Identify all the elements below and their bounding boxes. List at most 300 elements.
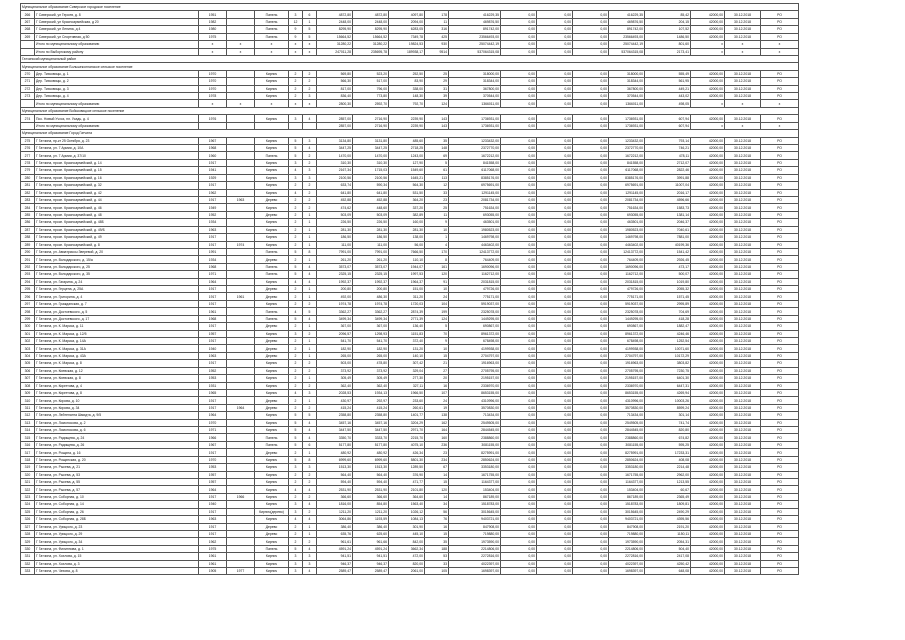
table-cell: 17233,31 [645, 449, 691, 456]
table-cell: 309 [21, 389, 35, 396]
table-cell: Кирпич [255, 189, 289, 196]
table-cell: 42000,00 [691, 11, 725, 18]
table-cell: РО [761, 145, 799, 152]
table-cell: 4250,42 [645, 560, 691, 567]
table-cell: 5 [289, 145, 303, 152]
table-cell: Г Гатчина, ул. Киевская, д. 8 [35, 375, 199, 382]
table-cell: 8295,90 [317, 26, 353, 33]
table-cell: 310,30 [353, 159, 389, 166]
table-cell: 0,00 [537, 441, 573, 448]
section-heading-row [21, 63, 905, 70]
table-cell: 4 [303, 263, 317, 270]
table-cell: 842,00 [389, 538, 425, 545]
table-cell: 0,00 [537, 122, 573, 129]
table-cell: 29 [425, 78, 449, 85]
table-cell: 0,00 [573, 122, 609, 129]
table-cell: Г Гатчина, ул. Урицкого, д. 23 [35, 523, 199, 530]
table-cell: 891742,00 [449, 26, 501, 33]
table-cell: 0,00 [573, 286, 609, 293]
table-cell: 0,00 [573, 486, 609, 493]
table-cell: 0,00 [573, 241, 609, 248]
table-cell: 7991,00 [353, 248, 389, 255]
table-cell: 4310996,00 [609, 397, 645, 404]
table-cell: 1974 [227, 241, 255, 248]
table-cell: 1 [303, 397, 317, 404]
table-cell: 30.12.2018 [725, 182, 761, 189]
table-cell: 5 [289, 315, 303, 322]
table-cell: 30.12.2018 [725, 501, 761, 508]
table-cell: 3573,07 [353, 263, 389, 270]
table-cell: 6117068,00 [609, 167, 645, 174]
table-cell: РО [761, 78, 799, 85]
table-cell: 0,00 [573, 256, 609, 263]
table-cell: 1211,20 [317, 508, 353, 515]
table-cell: 30.12.2018 [725, 234, 761, 241]
table-cell: 19 [425, 404, 449, 411]
table-cell: 8599,24 [645, 404, 691, 411]
table-cell: 0,00 [537, 315, 573, 322]
table-cell: 294 [21, 278, 35, 285]
table-cell: 0,00 [573, 330, 609, 337]
table-cell: Г Гатчина, ул. Киргетова, д. 4 [35, 382, 199, 389]
table-cell: Дерево [255, 337, 289, 344]
table-cell: Дерево [255, 523, 289, 530]
table-cell: 30.12.2018 [725, 538, 761, 545]
table-cell: 1 [303, 293, 317, 300]
table-cell: 418,28 [645, 315, 691, 322]
table-cell: 111,00 [353, 241, 389, 248]
table-cell: 2995,89 [645, 300, 691, 307]
table-cell: 30.12.2018 [725, 300, 761, 307]
table-cell: 143 [425, 115, 449, 122]
table-cell: 0,00 [501, 256, 537, 263]
table-cell: 3 [303, 167, 317, 174]
table-cell [227, 70, 255, 77]
table-cell: 30.12.2018 [725, 18, 761, 25]
table-cell: 3353180,00 [449, 464, 501, 471]
table-cell: РО [761, 234, 799, 241]
table-row [21, 479, 905, 486]
table-cell: 285 [21, 211, 35, 218]
table-cell: 160,00 [389, 219, 425, 226]
table-cell: 1917 [199, 530, 227, 537]
table-cell: 1951 [199, 11, 227, 18]
table-cell: 561,95 [645, 78, 691, 85]
table-cell: x [303, 100, 317, 107]
table-cell: 311,20 [389, 293, 425, 300]
table-cell: Г Гатчина, ул. Киевская, д. 12 [35, 367, 199, 374]
table-cell: 1193,59 [353, 516, 389, 523]
table-cell: Г Гатчина, ул. Кирова, д. 34 [35, 404, 199, 411]
table-cell: 367800,00 [449, 85, 501, 92]
section-heading-row [21, 130, 905, 137]
table-cell: РО [761, 523, 799, 530]
table-cell: РО [761, 196, 799, 203]
table-cell [227, 449, 255, 456]
table-cell: 30.12.2018 [725, 545, 761, 552]
table-cell: 42000,00 [691, 85, 725, 92]
table-cell: 323 [21, 493, 35, 500]
table-cell: 362,40 [353, 382, 389, 389]
table-cell: 503,00 [317, 360, 353, 367]
table-cell: 4 [303, 434, 317, 441]
table-cell: 713434,00 [609, 412, 645, 419]
table-row [21, 248, 905, 255]
table-cell: Г Гатчина, ул. Авиатриссы Зверевой, д. 20 [35, 248, 199, 255]
table-cell: 0,00 [537, 159, 573, 166]
table-cell: 4 [425, 241, 449, 248]
table-cell: 0,00 [573, 182, 609, 189]
table-cell: 235695,78 [353, 48, 389, 55]
table-cell: 2325,15 [353, 271, 389, 278]
table-cell: 76 [425, 516, 449, 523]
table-cell: 9 [289, 26, 303, 33]
table-cell: x [761, 41, 799, 48]
table-cell: 1 [303, 337, 317, 344]
table-cell: РО [761, 382, 799, 389]
table-cell: 0,00 [501, 11, 537, 18]
table-cell: Кирпич [255, 204, 289, 211]
table-cell: РО [761, 493, 799, 500]
table-cell: 30.12.2018 [725, 449, 761, 456]
table-cell: 4872,80 [353, 11, 389, 18]
table-cell: 30.12.2018 [725, 174, 761, 181]
table-cell: 266 [21, 11, 35, 18]
table-cell: 1964 [199, 412, 227, 419]
table-cell: Г Гатчина, ул. Достоевского, д. 17 [35, 315, 199, 322]
table-cell: 30.12.2018 [725, 404, 761, 411]
table-cell: 0,00 [501, 545, 537, 552]
table-cell: 4 [303, 419, 317, 426]
table-cell: 8 [425, 256, 449, 263]
table-cell: 42000,00 [691, 159, 725, 166]
table-cell: 2 [289, 538, 303, 545]
table-cell: 42000,00 [691, 367, 725, 374]
table-cell: Дерево [255, 196, 289, 203]
table-cell: РО [761, 464, 799, 471]
table-cell: 0,00 [537, 538, 573, 545]
table-cell: 0,00 [501, 152, 537, 159]
table-cell: 0,00 [537, 152, 573, 159]
table-cell: 316 [21, 441, 35, 448]
table-cell: 1968 [199, 315, 227, 322]
table-cell: 1 [303, 219, 317, 226]
table-cell: 6975691,00 [609, 182, 645, 189]
table-cell: 2 [303, 85, 317, 92]
table-cell: 8385176,00 [609, 174, 645, 181]
table-cell: 1366011,00 [609, 100, 645, 107]
table-cell: 2388860,00 [449, 434, 501, 441]
table-cell: Панель [255, 152, 289, 159]
table-cell: 0,00 [537, 337, 573, 344]
table-cell: 6283,05 [389, 26, 425, 33]
table-cell: РО [761, 211, 799, 218]
table-cell: 120 [425, 271, 449, 278]
table-cell [227, 523, 255, 530]
table-row [21, 501, 905, 508]
table-cell: 7040,61 [645, 226, 691, 233]
table-cell: РО [761, 263, 799, 270]
table-cell: 5 [303, 26, 317, 33]
table-cell: 3991,88 [645, 174, 691, 181]
table-cell: РО [761, 300, 799, 307]
table-cell: 2874,39 [389, 308, 425, 315]
table-cell [227, 345, 255, 352]
table-cell: 5801,30 [389, 456, 425, 463]
table-cell: 0,00 [573, 523, 609, 530]
table-cell: 5 [289, 545, 303, 552]
table-cell: 373,92 [353, 367, 389, 374]
table-cell: 4246,46 [645, 330, 691, 337]
table-cell: 0,00 [573, 560, 609, 567]
table-cell: 0,00 [537, 449, 573, 456]
table-cell: 1917 [199, 493, 227, 500]
table-row [21, 115, 905, 122]
table-cell: 42000,00 [691, 278, 725, 285]
table-cell: 283 [21, 196, 35, 203]
table-cell: 2081734,00 [609, 196, 645, 203]
table-cell: 1953 [199, 375, 227, 382]
table-cell: 42000,00 [691, 330, 725, 337]
table-cell: 0,00 [537, 271, 573, 278]
table-cell: 304 [21, 352, 35, 359]
table-cell [227, 278, 255, 285]
table-cell: 0,00 [537, 278, 573, 285]
table-cell: 30.12.2018 [725, 352, 761, 359]
table-cell: 1961 [199, 553, 227, 560]
table-cell: 0,00 [573, 389, 609, 396]
table-cell: 1019,80 [645, 278, 691, 285]
table-cell: Г Гатчина, просп. Красноармейский, д. 8 [35, 241, 199, 248]
table-cell: РО [761, 501, 799, 508]
table-cell: 0,00 [537, 115, 573, 122]
table-row [21, 486, 905, 493]
table-cell: 278 [21, 159, 35, 166]
table-cell: 1513,30 [353, 464, 389, 471]
table-cell: Дерево [255, 293, 289, 300]
table-cell: 2 [289, 286, 303, 293]
table-cell: 30.12.2018 [725, 367, 761, 374]
table-cell: Г Сиверский, ул Ленина, д 4 [35, 26, 199, 33]
table-cell: 2055,32 [645, 286, 691, 293]
table-cell: 0,00 [537, 174, 573, 181]
table-cell: 0,00 [573, 471, 609, 478]
table-row [21, 85, 905, 92]
table-cell: 281,30 [317, 226, 353, 233]
table-cell: 21 [425, 360, 449, 367]
table-cell: 7349,78 [389, 33, 425, 40]
table-cell: 0,00 [501, 33, 537, 40]
table-cell: Дерево [255, 352, 289, 359]
table-row [21, 404, 905, 411]
table-cell: 607,94 [645, 122, 691, 129]
table-cell: 200,80 [353, 286, 389, 293]
section-heading-row [21, 55, 905, 62]
table-cell: 267 [21, 18, 35, 25]
table-cell: 311 [21, 404, 35, 411]
table-cell: 2173,41 [645, 48, 691, 55]
table-cell: 3 [289, 560, 303, 567]
table-cell: 30.12.2018 [725, 93, 761, 100]
table-cell [227, 434, 255, 441]
table-cell: 0,00 [501, 167, 537, 174]
table-cell: 0,00 [573, 248, 609, 255]
table-cell: 0,00 [537, 352, 573, 359]
table-cell: Г Сиверский, ул Красноармейская, д 20 [35, 18, 199, 25]
table-cell: Г Гатчина, ул. Рысева, д. 57 [35, 486, 199, 493]
table-cell: 820,80 [645, 427, 691, 434]
table-cell: 60,67 [645, 486, 691, 493]
table-cell: 30.12.2018 [725, 204, 761, 211]
table-cell: 293 [21, 271, 35, 278]
table-cell: 1571,45 [645, 293, 691, 300]
table-cell: 486,30 [353, 293, 389, 300]
table-cell: 719880,00 [609, 530, 645, 537]
table-cell: 817,00 [317, 85, 353, 92]
table-cell: 0,00 [537, 226, 573, 233]
table-cell: Кирпич [255, 493, 289, 500]
table-cell: 0,00 [537, 100, 573, 107]
table-cell [227, 300, 255, 307]
table-cell: 4097,80 [389, 11, 425, 18]
table-cell: РО [761, 219, 799, 226]
table-cell: Панель [255, 248, 289, 255]
table-cell: 4 [289, 516, 303, 523]
table-cell: 30.12.2018 [725, 145, 761, 152]
table-cell: 1470,00 [353, 152, 389, 159]
table-cell: РО [761, 538, 799, 545]
table-cell: 1934 [199, 256, 227, 263]
table-cell: 40199,36 [645, 241, 691, 248]
table-cell: 91 [425, 278, 449, 285]
table-cell: x [691, 122, 725, 129]
table-cell: 8 [303, 456, 317, 463]
table-cell: 204,15 [645, 18, 691, 25]
table-cell: 136,40 [389, 323, 425, 330]
table-cell: 1549,60 [389, 167, 425, 174]
table-cell: Кирпич [255, 278, 289, 285]
table-cell: Кирпич [255, 538, 289, 545]
table-cell [227, 174, 255, 181]
table-cell: 4269,94 [645, 389, 691, 396]
table-cell: 4 [289, 167, 303, 174]
table-cell: 318000,00 [609, 70, 645, 77]
table-cell: 0,00 [573, 26, 609, 33]
table-cell: 111,00 [317, 241, 353, 248]
table-cell: 0,00 [501, 501, 537, 508]
table-cell: 301 [21, 330, 35, 337]
table-cell [227, 122, 255, 129]
table-cell: 236 [425, 441, 449, 448]
table-cell: 1934,13 [353, 389, 389, 396]
table-cell: 0,00 [573, 18, 609, 25]
table-cell: 5 [289, 456, 303, 463]
table-cell: 4 [303, 115, 317, 122]
table-cell: 189938,17 [389, 48, 425, 55]
table-cell: 2215,70 [389, 434, 425, 441]
table-cell: 30.12.2018 [725, 152, 761, 159]
total-row [21, 100, 905, 107]
table-cell: 290 [21, 248, 35, 255]
table-cell: 318344,00 [449, 78, 501, 85]
table-cell: 274 [21, 115, 35, 122]
table-cell: 291 [21, 256, 35, 263]
table-cell: 2 [303, 538, 317, 545]
table-cell: 318 [21, 456, 35, 463]
table-cell: Итого по муниципальному образованию [35, 100, 199, 107]
table-cell: 1 [303, 449, 317, 456]
table-cell: 1672212,00 [449, 152, 501, 159]
table-cell: 30.12.2018 [725, 330, 761, 337]
table-cell: 478,80 [353, 360, 389, 367]
table-cell: 1968 [199, 263, 227, 270]
table-cell: РО [761, 375, 799, 382]
table-cell: Кирпич [255, 70, 289, 77]
table-row [21, 293, 905, 300]
table-cell: 0,00 [537, 516, 573, 523]
table-cell: 372,40 [389, 337, 425, 344]
table-cell: Кирпич [255, 182, 289, 189]
table-cell: 0,00 [501, 560, 537, 567]
table-cell: РО [761, 330, 799, 337]
table-cell: 1973590,00 [609, 538, 645, 545]
table-cell: РО [761, 182, 799, 189]
table-row [21, 412, 905, 419]
table-cell: 30.12.2018 [725, 389, 761, 396]
table-cell: 0,00 [537, 382, 573, 389]
table-cell: 0,00 [501, 412, 537, 419]
table-cell: 42000,00 [691, 427, 725, 434]
table-cell: 1977 [227, 568, 255, 575]
table-cell: 1964 [199, 486, 227, 493]
table-cell: РО [761, 516, 799, 523]
table-cell: 2325,15 [317, 271, 353, 278]
table-cell: 4463402,00 [449, 241, 501, 248]
table-cell: 3447,50 [353, 427, 389, 434]
table-cell: x [255, 48, 289, 55]
table-cell: 0,00 [501, 263, 537, 270]
table-cell: 1963 [227, 196, 255, 203]
table-cell: 2 [303, 152, 317, 159]
table-cell: 0,00 [537, 553, 573, 560]
table-cell: 7666,50 [389, 248, 425, 255]
table-cell: Кирпич [255, 486, 289, 493]
table-cell: 452,88 [317, 196, 353, 203]
table-cell: 386,40 [353, 523, 389, 530]
table-cell: Г Гатчина, просп. Красноармейский, д. 49/Б [35, 226, 199, 233]
table-cell: РО [761, 471, 799, 478]
table-cell: РО [761, 441, 799, 448]
table-cell: 0,00 [501, 427, 537, 434]
table-cell: 302 [21, 337, 35, 344]
table-cell: 2718,25 [389, 145, 425, 152]
table-cell: 1966,50 [389, 389, 425, 396]
table-cell: 42000,00 [691, 115, 725, 122]
table-cell: 362,40 [317, 382, 353, 389]
table-cell: 0,00 [501, 389, 537, 396]
table-cell: 0,00 [537, 182, 573, 189]
table-cell [227, 167, 255, 174]
table-cell: 325 [21, 508, 35, 515]
table-cell: 0,00 [537, 78, 573, 85]
table-cell: 2 [303, 471, 317, 478]
table-cell: Г Гатчина, ул. Чехова, д. 8 [35, 568, 199, 575]
table-cell: РО [761, 486, 799, 493]
table-cell: 261,20 [317, 256, 353, 263]
table-cell: 42000,00 [691, 263, 725, 270]
table-cell: 199 [425, 308, 449, 315]
table-cell: 4 [303, 501, 317, 508]
